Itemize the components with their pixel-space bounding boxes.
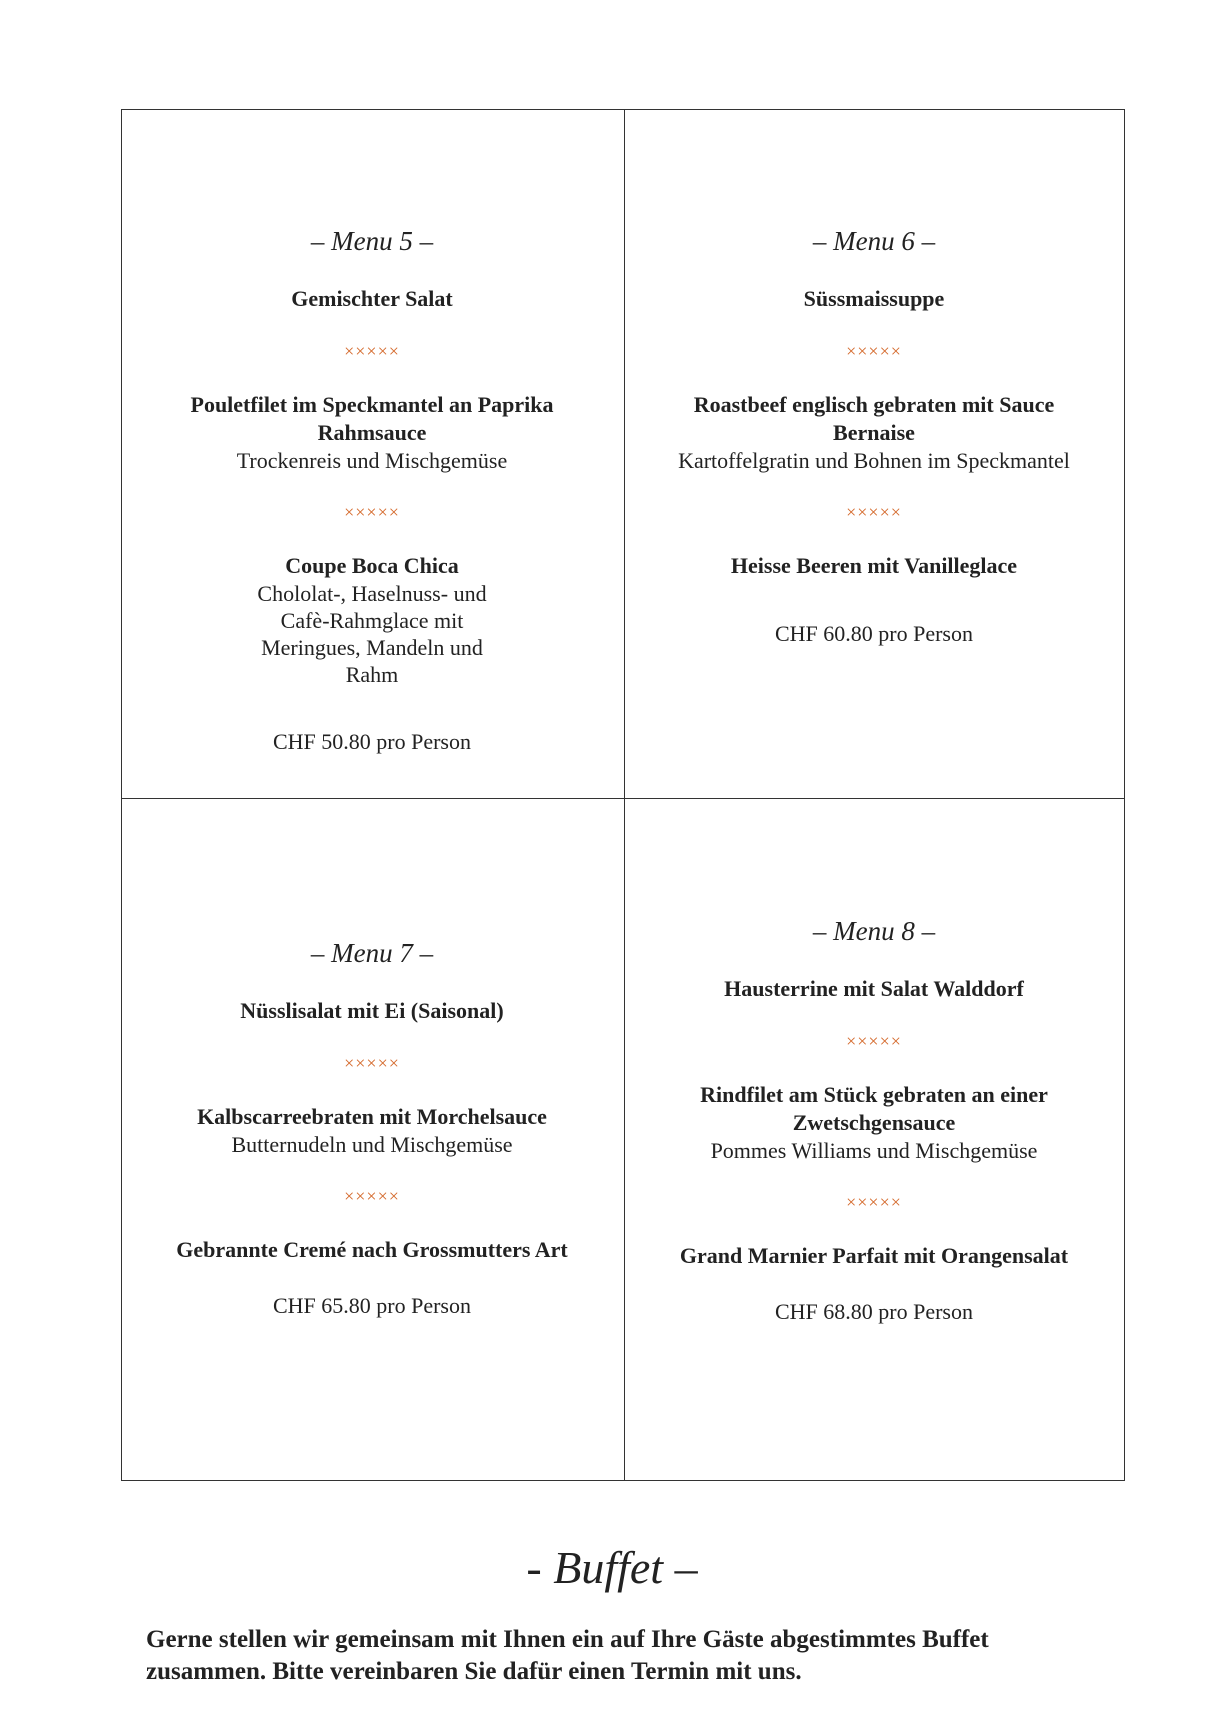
- menu-dessert-description: Chololat-, Haselnuss- und Cafè-Rahmglace mit Meringues, Mandeln und Rahm: [257, 581, 487, 687]
- course-separator: ×××××: [846, 502, 902, 522]
- menu-grid: [121, 109, 1125, 1481]
- menu-main-side: Butternudeln und Mischgemüse: [231, 1132, 513, 1157]
- menu-price: CHF 65.80 pro Person: [272, 1293, 471, 1318]
- course-separator: ×××××: [846, 1192, 902, 1212]
- menu-title: – Menu 8 –: [812, 916, 936, 946]
- menu-card-6: [624, 226, 1124, 648]
- menu-starter: Hausterrine mit Salat Walddorf: [724, 976, 1024, 1001]
- course-separator: ×××××: [344, 1053, 400, 1073]
- menu-price: CHF 50.80 pro Person: [272, 729, 471, 754]
- menu-starter: Nüsslisalat mit Ei (Saisonal): [240, 998, 504, 1023]
- menu-title: – Menu 7 –: [310, 938, 434, 968]
- buffet-description: Gerne stellen wir gemeinsam mit Ihnen ein auf Ihre Gäste abgestimmtes Buffet zusammen. Bitte vereinbaren Sie dafür einen Termin mit uns.: [146, 1626, 989, 1685]
- course-separator: ×××××: [846, 1031, 902, 1051]
- menu-main-course: Roastbeef englisch gebraten mit Sauce Bernaise: [693, 392, 1055, 445]
- menu-price: CHF 60.80 pro Person: [774, 621, 973, 646]
- buffet-heading: - Buffet –: [526, 1542, 698, 1593]
- menu-main-course: Kalbscarreebraten mit Morchelsauce: [197, 1104, 547, 1129]
- menu-dessert: Heisse Beeren mit Vanilleglace: [730, 553, 1018, 578]
- menu-title: – Menu 6 –: [812, 226, 936, 256]
- menu-main-side: Pommes Williams und Mischgemüse: [710, 1138, 1038, 1163]
- menu-starter: Gemischter Salat: [291, 286, 453, 311]
- menu-dessert: Gebrannte Cremé nach Grossmutters Art: [176, 1237, 568, 1262]
- menu-dessert: Grand Marnier Parfait mit Orangensalat: [679, 1243, 1069, 1268]
- menu-card-5: [122, 226, 622, 756]
- menu-main-side: Kartoffelgratin und Bohnen im Speckmantel: [678, 448, 1070, 473]
- menu-card-8: [624, 916, 1124, 1326]
- menu-main-course: Pouletfilet im Speckmantel an Paprika Rahmsauce: [190, 392, 554, 445]
- course-separator: ×××××: [846, 341, 902, 361]
- menu-starter: Süssmaissuppe: [803, 286, 945, 311]
- menu-title: – Menu 5 –: [310, 226, 434, 256]
- menu-main-side: Trockenreis und Mischgemüse: [236, 448, 508, 473]
- menu-card-7: [122, 938, 622, 1320]
- menu-dessert: Coupe Boca Chica: [285, 553, 459, 578]
- menu-main-course: Rindfilet am Stück gebraten an einer Zwetschgensauce: [700, 1082, 1048, 1135]
- course-separator: ×××××: [344, 502, 400, 522]
- course-separator: ×××××: [344, 341, 400, 361]
- course-separator: ×××××: [344, 1186, 400, 1206]
- menu-price: CHF 68.80 pro Person: [774, 1299, 973, 1324]
- grid-horizontal-divider: [122, 798, 1124, 799]
